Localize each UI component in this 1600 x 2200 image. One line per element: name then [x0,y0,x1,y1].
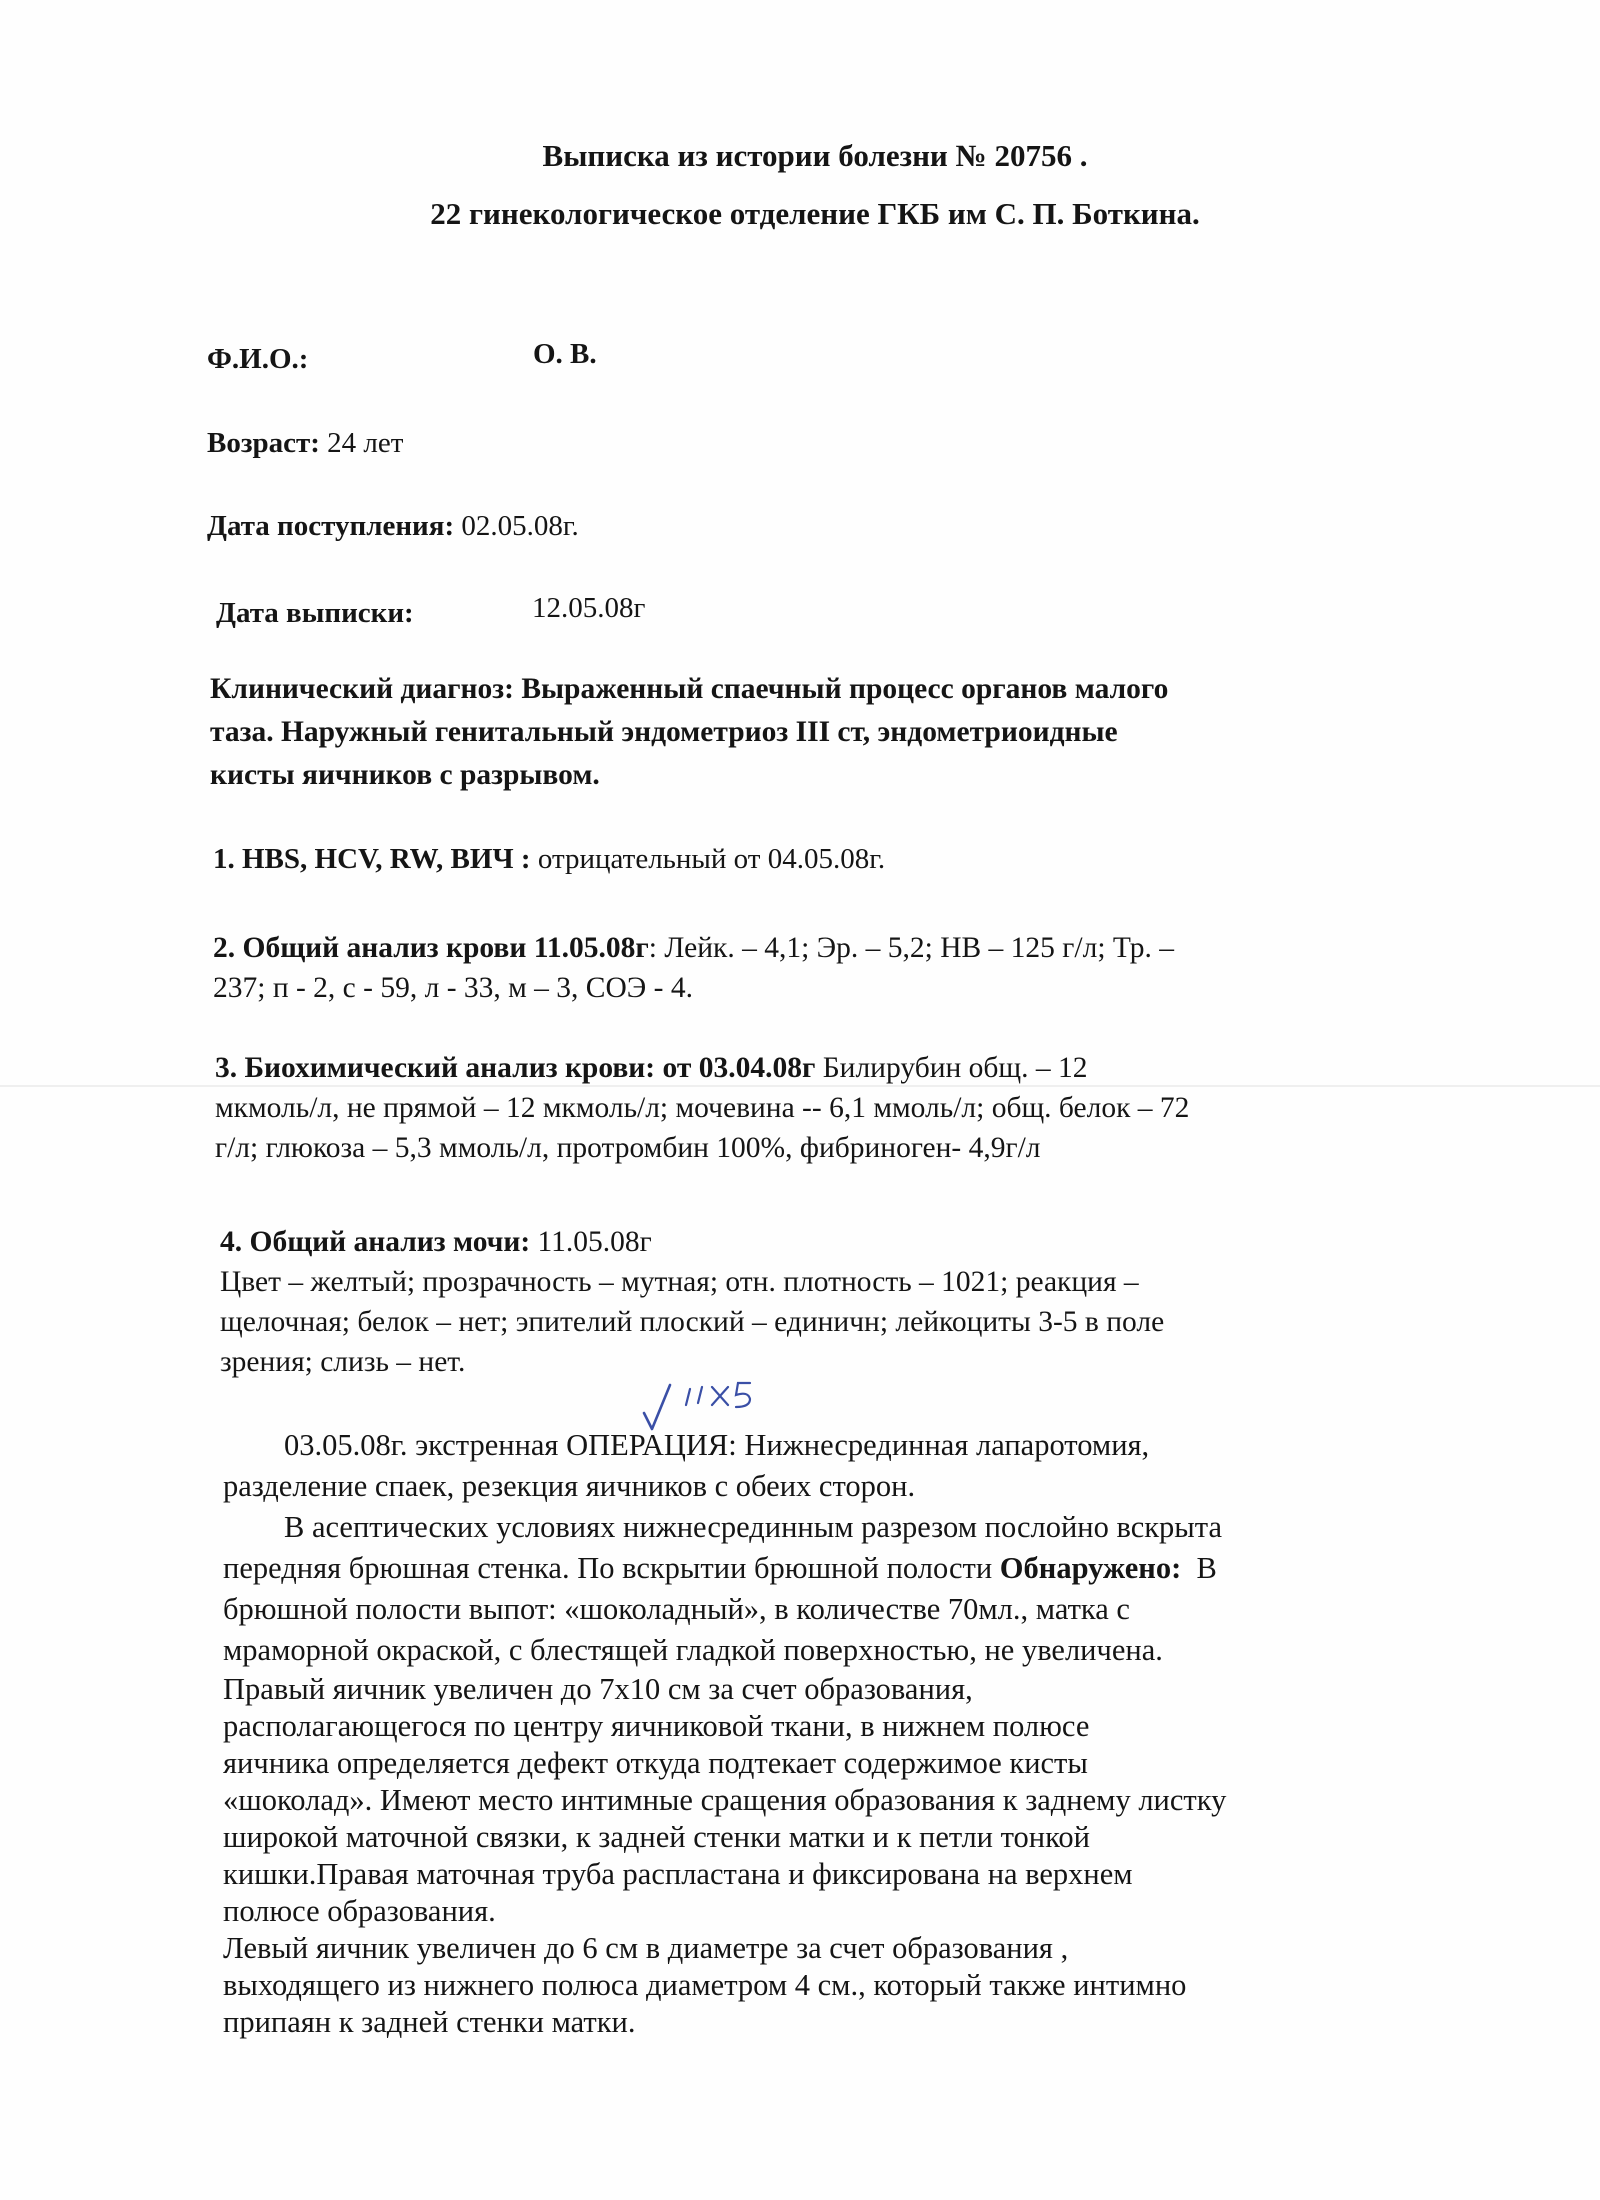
department-title: 22 гинекологическое отделение ГКБ им С. П. Боткина. [430,196,1200,231]
operation-line: кишки.Правая маточная труба распластана и фиксирована на верхнем [223,1857,1133,1891]
diagnosis-line: Клинический диагноз: Выраженный спаечный процесс органов малого [210,673,1169,705]
test-4-block [220,1222,1164,1382]
operation-line: брюшной полости выпот: «шоколадный», в количестве 70мл., матка с [223,1592,1130,1626]
test-2-line2: 237; п - 2, с - 59, л - 33, м – 3, СОЭ - 4. [213,972,693,1004]
operation-line: припаян к задней стенки матки. [223,2005,636,2039]
admission-row [207,510,579,543]
operation-line: В асептических условиях нижнесрединным разрезом послойно вскрыта [223,1510,1223,1544]
operation-line: Правый яичник увеличен до 7х10 см за счет образования, [223,1672,973,1706]
test-3-line1: Билирубин общ. – 12 [815,1052,1088,1084]
test-4-date: 11.05.08г [530,1226,652,1258]
operation-line: полюсе образования. [223,1894,496,1928]
test-1-label: 1. HBS, HCV, RW, ВИЧ : [213,843,531,875]
operation-line: «шоколад». Имеют место интимные сращения образования к заднему листку [223,1783,1227,1817]
test-3-label: 3. Биохимический анализ крови: от 03.04.08г [215,1052,816,1084]
operation-line: разделение спаек, резекция яичников с обеих сторон. [223,1469,916,1503]
name-value: О. В. [533,338,597,370]
age-label: Возраст: [207,427,320,459]
document-title: Выписка из истории болезни № 20756 . [542,138,1088,173]
clinical-diagnosis [210,668,1168,797]
name-label: Ф.И.О.: [207,343,309,375]
operation-line: 03.05.08г. экстренная ОПЕРАЦИЯ: Нижнесрединная лапаротомия, [223,1428,1150,1462]
discharge-value: 12.05.08г [532,592,646,624]
operation-line: передняя брюшная стенка. По вскрытии брюшной полости Обнаружено: В [223,1551,1217,1585]
operation-report [223,1425,1226,2041]
test-4-label: 4. Общий анализ мочи: [220,1226,531,1258]
test-3-block [215,1048,1189,1168]
operation-line: мраморной окраской, с блестящей гладкой поверхностью, не увеличена. [223,1633,1163,1667]
operation-line: яичника определяется дефект откуда подтекает содержимое кисты [223,1746,1088,1780]
test-4-line4: зрения; слизь – нет. [220,1346,466,1378]
test-3-line2: мкмоль/л, не прямой – 12 мкмоль/л; мочевина -- 6,1 ммоль/л; общ. белок – 72 [215,1092,1190,1124]
age-row [207,427,403,460]
age-value: 24 лет [327,427,404,459]
test-3-line3: г/л; глюкоза – 5,3 ммоль/л, протромбин 100%, фибриноген- 4,9г/л [215,1132,1041,1164]
test-4-line2: Цвет – желтый; прозрачность – мутная; отн. плотность – 1021; реакция – [220,1266,1139,1298]
test-1-value: отрицательный от 04.05.08г. [530,843,886,875]
diagnosis-line: таза. Наружный генитальный эндометриоз III ст, эндометриоидные [210,716,1118,748]
test-1-row [213,843,885,876]
operation-line: располагающегося по центру яичниковой ткани, в нижнем полюсе [223,1709,1090,1743]
operation-line: широкой маточной связки, к задней стенки матки и к петли тонкой [223,1820,1090,1854]
test-2-line1: : Лейк. – 4,1; Эр. – 5,2; НВ – 125 г/л; Тр. – [648,932,1175,964]
admission-value: 02.05.08г. [461,510,579,542]
operation-line: Левый яичник увеличен до 6 см в диаметре за счет образования , [223,1931,1069,1965]
discharge-label: Дата выписки: [216,597,414,629]
test-4-line3: щелочная; белок – нет; эпителий плоский – единичн; лейкоциты 3-5 в поле [220,1306,1165,1338]
operation-line: выходящего из нижнего полюса диаметром 4 см., который также интимно [223,1968,1187,2002]
diagnosis-line: кисты яичников с разрывом. [210,759,600,791]
test-2-block [213,928,1174,1008]
admission-label: Дата поступления: [207,510,455,542]
test-2-label: 2. Общий анализ крови 11.05.08г [213,932,649,964]
found-label: Обнаружено: [999,1551,1182,1585]
